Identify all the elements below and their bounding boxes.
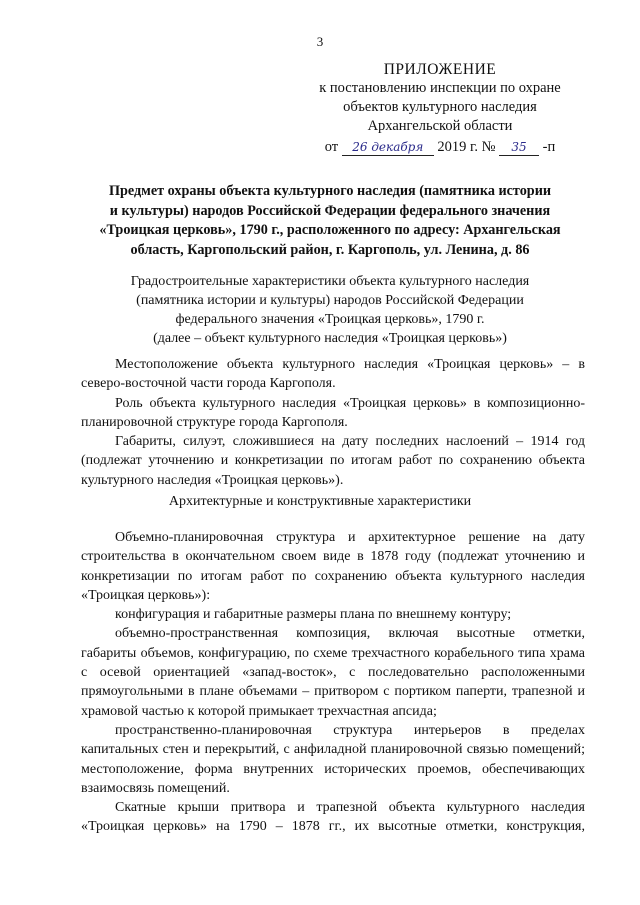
year-number-label: 2019 г. № bbox=[437, 139, 496, 155]
appendix-heading: ПРИЛОЖЕНИЕ bbox=[383, 61, 497, 78]
title-line: область, Каргопольский район, г. Каргополь, ул. Ленина, д. 86 bbox=[130, 241, 530, 258]
paragraph: конфигурация и габаритные размеры плана по внешнему контуру; bbox=[115, 607, 512, 623]
subtitle-line: Градостроительные характеристики объекта культурного наследия bbox=[130, 274, 530, 289]
paragraph: Объемно-планировочная структура и архитектурное решение на дату строительства в окончательном своем виде в 1878 году (подлежат уточнению и конкретизации по итогам работ по сохранению объекта культурного наследия «Троицкая церковь»): bbox=[81, 530, 585, 603]
subtitle-line: (памятника истории и культуры) народов Российской Федерации bbox=[136, 293, 524, 308]
paragraph: Скатные крыши притвора и трапезной объекта культурного наследия «Троицкая церковь» на 1790 – 1878 гг., их высотные отметки, конструкция, bbox=[81, 800, 585, 835]
architectural-characteristics-text bbox=[81, 528, 585, 837]
subtitle-line: (далее – объект культурного наследия «Троицкая церковь») bbox=[153, 331, 507, 346]
urban-characteristics-heading bbox=[70, 272, 590, 348]
handwritten-date: 26 декабря bbox=[342, 140, 434, 156]
urban-characteristics-text bbox=[81, 355, 585, 490]
paragraph: пространственно-планировочная структура интерьеров в пределах капитальных стен и перекрытий, с анфиладной планировочной связью помещений; местоположение, форма внутренних исторических проемов, обеспечивающих взаимосвязь помещений. bbox=[81, 722, 585, 796]
page-number: 3 bbox=[316, 34, 324, 49]
appendix-line: к постановлению инспекции по охране bbox=[319, 80, 561, 96]
number-suffix: -п bbox=[542, 139, 556, 155]
subtitle-line: федерального значения «Троицкая церковь», 1790 г. bbox=[175, 312, 485, 327]
paragraph: Роль объекта культурного наследия «Троицкая церковь» в композиционно-планировочной структуре города Каргополя. bbox=[81, 395, 585, 430]
paragraph: Габариты, силуэт, сложившиеся на дату последних наслоений – 1914 год (подлежат уточнению и конкретизации по итогам работ по сохранению объекта культурного наследия «Троицкая церковь»). bbox=[81, 434, 585, 488]
appendix-line: Архангельской области bbox=[367, 118, 513, 134]
appendix-block bbox=[300, 60, 580, 157]
paragraph: объемно-пространственная композиция, включая высотные отметки, габариты объемов, конфигурацию, по схеме трехчастного корабельного типа храма с осевой ориентацией «запад-восток», с последовательно расположенными прямоугольными в плане объемами – притвором с портиком паперти, трапезной и храмовой частью к которой примыкает трехчастная апсида; bbox=[81, 626, 585, 719]
document-title bbox=[70, 182, 590, 260]
title-line: и культуры) народов Российской Федерации федерального значения bbox=[109, 202, 551, 219]
title-line: Предмет охраны объекта культурного наследия (памятника истории bbox=[108, 183, 552, 199]
section-heading: Архитектурные и конструктивные характеристики bbox=[168, 494, 472, 509]
paragraph: Местоположение объекта культурного наследия «Троицкая церковь» – в северо-восточной части города Каргополя. bbox=[81, 357, 585, 392]
date-prefix: от bbox=[324, 139, 339, 155]
handwritten-number: 35 bbox=[499, 140, 539, 156]
appendix-date-line bbox=[300, 138, 580, 157]
title-line: «Троицкая церковь», 1790 г., расположенного по адресу: Архангельская bbox=[99, 222, 561, 238]
appendix-line: объектов культурного наследия bbox=[343, 99, 537, 115]
